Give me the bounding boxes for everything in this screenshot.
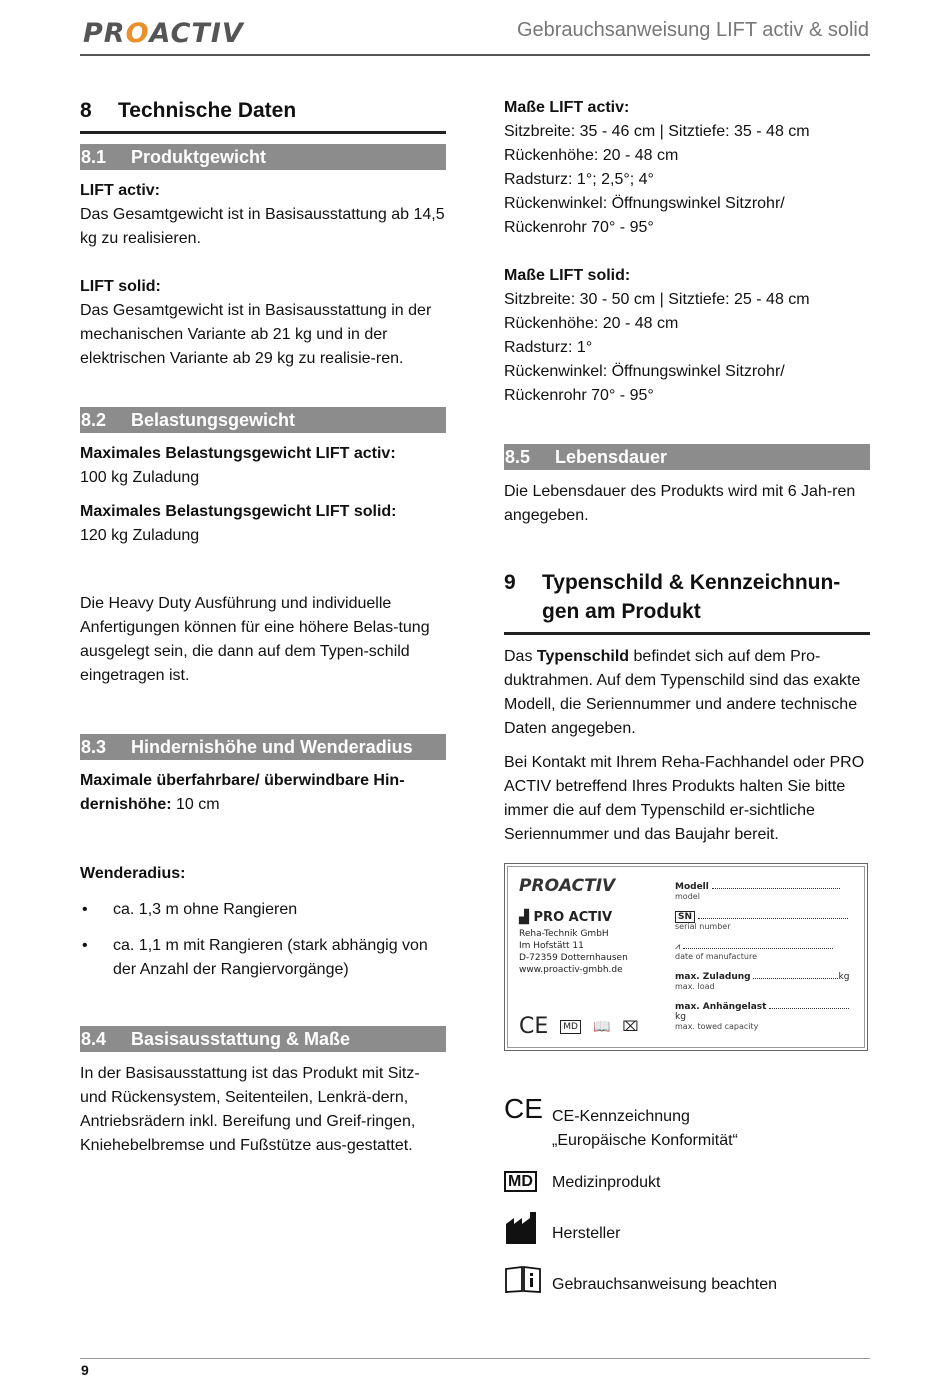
dims-activ-line: Radsturz: 1°; 2,5°; 4° (504, 171, 654, 188)
basic-equipment-text: In der Basisausstattung ist das Produkt mit Sitz- und Rückensystem, Seitenteilen, Lenkrä-dern, Antriebsrädern inkl. Bereifung und Greif-ringen, Kniehebelbremse und Fußstütze aus-gestattet. (80, 1065, 420, 1154)
turning-radius-label: Wenderadius: (80, 865, 186, 882)
chapter-heading-9: 9 Typenschild & Kennzeichnun-gen am Produkt (504, 568, 870, 635)
plate-company: ▟ PRO ACTIV (519, 910, 613, 925)
md-icon: MD (560, 1020, 581, 1034)
dims-activ-line: Sitzbreite: 35 - 46 cm | Sitztiefe: 35 - 48 cm (504, 123, 810, 140)
lift-activ-weight-text: Das Gesamtgewicht ist in Basisausstattung ab 14,5 kg zu realisieren. (80, 206, 445, 247)
max-load-activ-label: Maximales Belastungsgewicht LIFT activ: (80, 445, 396, 462)
max-load-activ-value: 100 kg Zuladung (80, 469, 200, 486)
lifetime-text: Die Lebensdauer des Produkts wird mit 6 Jah-ren angegeben. (504, 483, 856, 524)
dims-solid-line: Radsturz: 1° (504, 339, 593, 356)
crossed-bin-icon: ⌧ (622, 1018, 639, 1035)
symbol-label: CE-Kennzeichnung (552, 1108, 690, 1125)
page-number: 9 (81, 1362, 89, 1378)
ce-mark-icon: CE (519, 1014, 549, 1039)
section-heading-8-3: 8.3 Hindernishöhe und Wenderadius (80, 734, 446, 760)
lift-solid-weight-text: Das Gesamtgewicht ist in Basisausstattung in der mechanischen Variante ab 21 kg und in der elektrischen Variante ab 29 kg zu realisie-ren. (80, 302, 432, 367)
max-load-solid-label: Maximales Belastungsgewicht LIFT solid: (80, 503, 397, 520)
section-heading-8-5: 8.5 Lebensdauer (504, 444, 870, 470)
document-title: Gebrauchsanweisung LIFT activ & solid (516, 19, 869, 41)
dims-solid-line: Rückenhöhe: 20 - 48 cm (504, 315, 679, 332)
symbol-label: Hersteller (552, 1225, 621, 1242)
max-load-solid-value: 120 kg Zuladung (80, 527, 200, 544)
dims-solid-line: Rückenwinkel: Öffnungswinkel Sitzrohr/ (504, 363, 785, 380)
symbol-label: Medizinprodukt (552, 1174, 661, 1191)
left-column (80, 96, 446, 1158)
list-item: • ca. 1,1 m mit Rangieren (stark abhängig von der Anzahl der Rangiervorgänge) (82, 937, 428, 978)
plate-address: Reha-Technik GmbH Im Hofstätt 11 D-72359 Dotternhausen www.proactiv-gmbh.de (519, 929, 628, 975)
plate-logo: PROACTIV (519, 876, 616, 896)
dims-solid-line: Sitzbreite: 30 - 50 cm | Sitztiefe: 25 - 48 cm (504, 291, 810, 308)
header-divider (80, 54, 870, 56)
symbol-label: „Europäische Konformität“ (552, 1132, 738, 1149)
lift-activ-label: LIFT activ: (80, 182, 161, 199)
dims-activ-line: Rückenwinkel: Öffnungswinkel Sitzrohr/ (504, 195, 785, 212)
symbol-row-ce (504, 1095, 870, 1153)
book-info-icon: 📖 (592, 1018, 611, 1035)
dims-solid-line: Rückenrohr 70° - 95° (504, 387, 654, 404)
list-item: • ca. 1,3 m ohne Rangieren (82, 901, 298, 918)
book-info-icon (504, 1265, 552, 1298)
lift-solid-label: LIFT solid: (80, 278, 161, 295)
dims-activ-line: Rückenrohr 70° - 95° (504, 219, 654, 236)
symbol-row-manufacturer (504, 1210, 870, 1249)
type-plate-image (504, 863, 868, 1051)
ce-mark-icon: CE (504, 1093, 543, 1124)
right-column (504, 96, 870, 1298)
md-icon: MD (504, 1163, 552, 1196)
dims-activ-line: Rückenhöhe: 20 - 48 cm (504, 147, 679, 164)
chapter-heading-8: 8 Technische Daten (80, 96, 446, 134)
symbol-label: Gebrauchsanweisung beachten (552, 1276, 778, 1293)
plate-fields: Modell model SN serial number ⩘ date of manufacture max. Zuladung kg max. load max. Anhängelast kg max. towed capacity (675, 882, 850, 1031)
date-of-manufacture-icon: ⩘ (675, 942, 681, 952)
symbol-row-instructions (504, 1265, 870, 1298)
footer-divider (80, 1358, 870, 1359)
plate-symbols (519, 1014, 639, 1039)
factory-icon (504, 1210, 552, 1249)
dims-solid-label: Maße LIFT solid: (504, 267, 631, 284)
obstacle-height-text: Maximale überfahrbare/ überwindbare Hin-dernishöhe: 10 cm (80, 772, 405, 813)
section-heading-8-2: 8.2 Belastungsgewicht (80, 407, 446, 433)
heavy-duty-text: Die Heavy Duty Ausführung und individuelle Anfertigungen können für eine höhere Belas-tung ausgelegt sein, die dann auf dem Typen-schild eingetragen ist. (80, 595, 430, 684)
section-heading-8-1: 8.1 Produktgewicht (80, 144, 446, 170)
type-plate-text: Das Typenschild befindet sich auf dem Pro-duktrahmen. Auf dem Typenschild sind das exakte Modell, die Seriennummer und andere technische Daten angegeben. (504, 648, 861, 737)
symbol-row-md (504, 1163, 870, 1196)
proactiv-logo: PROACTIV (83, 18, 244, 49)
dims-activ-label: Maße LIFT activ: (504, 99, 630, 116)
contact-text: Bei Kontakt mit Ihrem Reha-Fachhandel oder PRO ACTIV betreffend Ihres Produkts halten Sie bitte immer die auf dem Typenschild er-sichtliche Seriennummer und das Baujahr bereit. (504, 754, 865, 843)
section-heading-8-4: 8.4 Basisausstattung & Maße (80, 1026, 446, 1052)
